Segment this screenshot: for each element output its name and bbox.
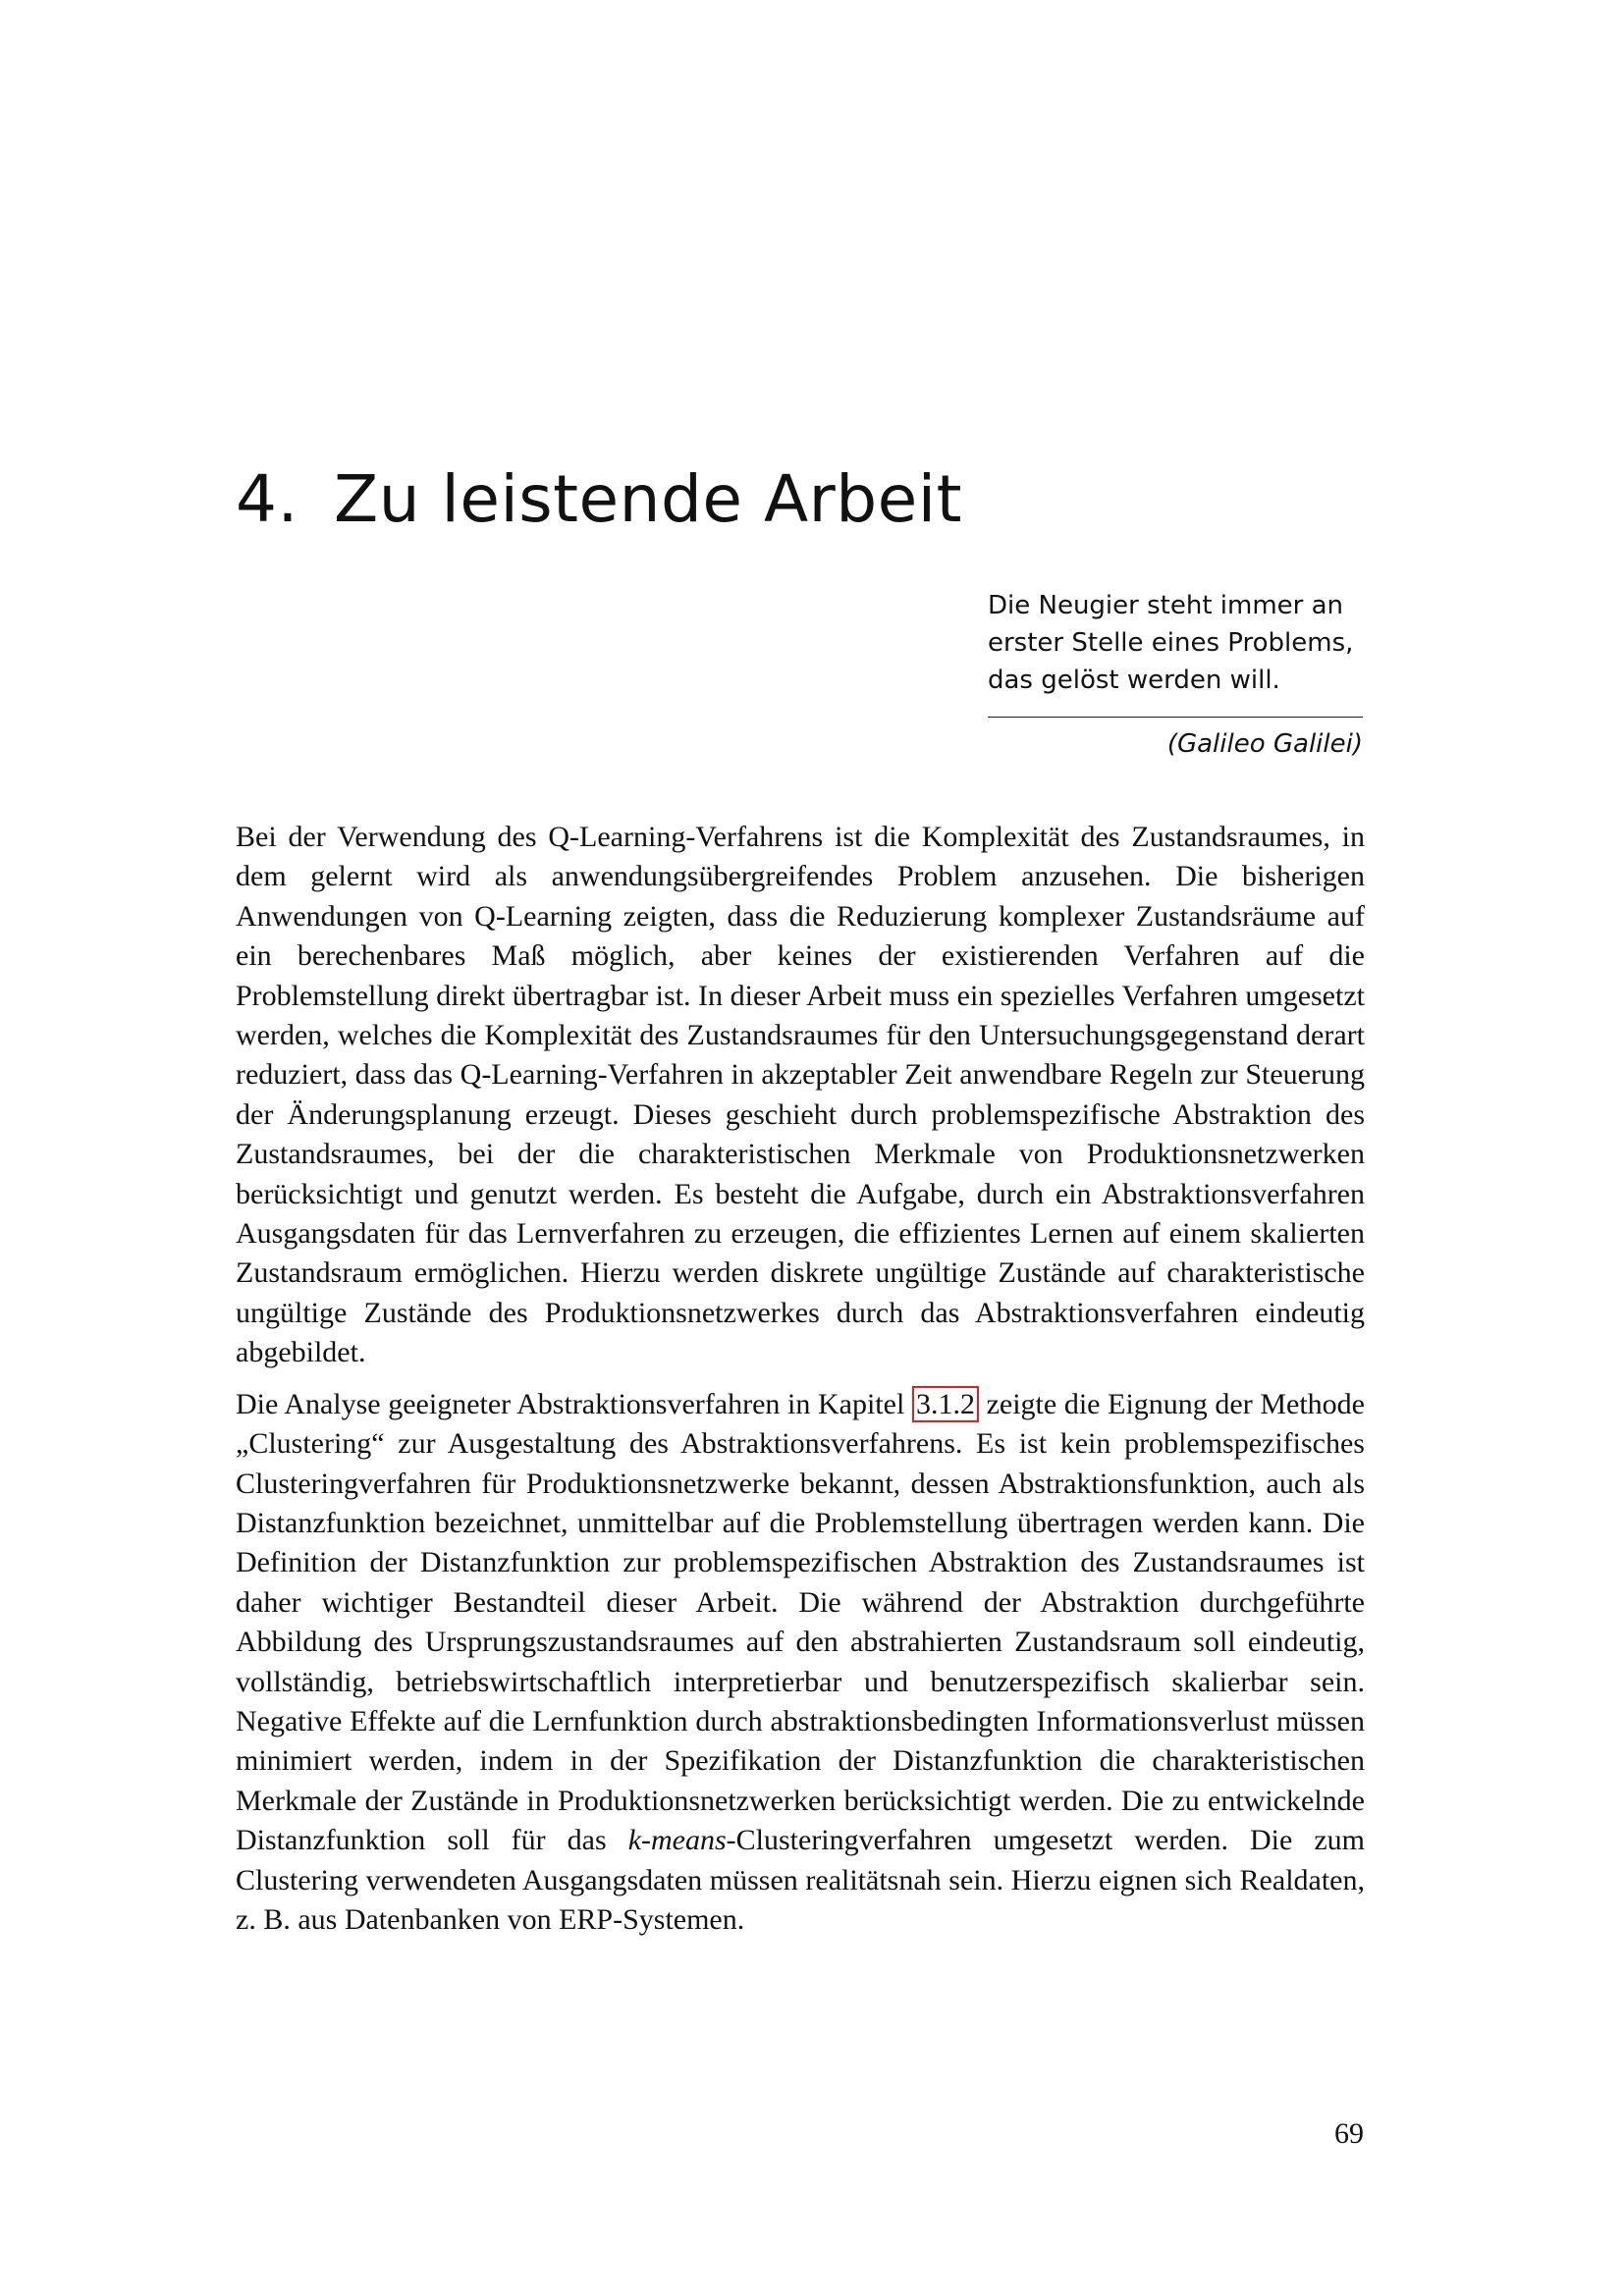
- paragraph-2-text: -Clusteringverfahren umgesetzt werden. Die zum Clustering verwendeten Ausgangsdaten müssen realitätsnah sein. Hierzu eignen sich Realdaten, z. B. aus Datenbanken von ERP-Systemen.: [236, 1824, 1365, 1936]
- chapter-title: Zu leistende Arbeit: [333, 461, 962, 537]
- epigraph-divider: [988, 717, 1363, 718]
- epigraph: [988, 587, 1363, 763]
- epigraph-line: Die Neugier steht immer an: [988, 591, 1344, 620]
- paragraph-2-text: Die Analyse geeigneter Abstraktionsverfahren in Kapitel: [236, 1387, 912, 1420]
- body-text: [236, 818, 1365, 1940]
- page-number: 69: [1334, 2117, 1364, 2150]
- kmeans-term: k-means: [627, 1824, 727, 1857]
- epigraph-line: erster Stelle eines Problems,: [988, 628, 1354, 658]
- paragraph-1: Bei der Verwendung des Q-Learning-Verfahrens ist die Komplexität des Zustandsraumes, in dem gelernt wird als anwendungsübergreifendes Problem anzusehen. Die bisherigen Anwendungen von Q-Learning zeigten, dass die Reduzierung komplexer Zustandsräume auf ein berechenbares Maß möglich, aber keines der existierenden Verfahren auf die Problemstellung direkt übertragbar ist. In dieser Arbeit muss ein spezielles Verfahren umgesetzt werden, welches die Komplexität des Zustandsraumes für den Untersuchungsgegenstand derart reduziert, dass das Q-Learning-Verfahren in akzeptabler Zeit anwendbare Regeln zur Steuerung der Änderungsplanung erzeugt. Dieses geschieht durch problemspezifische Abstraktion des Zustandsraumes, bei der die charakteristischen Merkmale von Produktionsnetzwerken berücksichtigt und genutzt werden. Es besteht die Aufgabe, durch ein Abstraktionsverfahren Ausgangsdaten für das Lernverfahren zu erzeugen, die effizientes Lernen auf einem skalierten Zustandsraum ermöglichen. Hierzu werden diskrete ungültige Zustände auf charakteristische ungültige Zustände des Produktionsnetzwerkes durch das Abstraktionsverfahren eindeutig abgebildet.: [236, 821, 1365, 1369]
- section-reference-link[interactable]: 3.1.2: [912, 1386, 979, 1422]
- chapter-heading: [236, 461, 1365, 537]
- epigraph-line: das gelöst werden will.: [988, 666, 1280, 695]
- chapter-number: 4.: [236, 461, 298, 537]
- paragraph-2-text: zeigte die Eignung der Methode „Clustering“ zur Ausgestaltung des Abstraktionsverfahrens. Es ist kein problemspezifisches Clusteringverfahren für Produktionsnetzwerke bekannt, dessen Abstraktionsfunktion, auch als Distanzfunktion bezeichnet, unmittelbar auf die Problemstellung übertragen werden kann. Die Definition der Distanzfunktion zur problemspezifischen Abstraktion des Zustandsraumes ist daher wichtiger Bestandteil dieser Arbeit. Die während der Abstraktion durchgeführte Abbildung des Ursprungszustandsraumes auf den abstrahierten Zustandsraum soll eindeutig, vollständig, betriebswirtschaftlich interpretierbar und benutzerspezifisch skalierbar sein. Negative Effekte auf die Lernfunktion durch abstraktionsbedingten Informationsverlust müssen minimiert werden, indem in der Spezifikation der Distanzfunktion die charakteristischen Merkmale der Zustände in Produktionsnetzwerken berücksichtigt werden. Die zu entwickelnde Distanzfunktion soll für das: [236, 1387, 1365, 1857]
- paragraph-2: [236, 1385, 1365, 1941]
- epigraph-source: (Galileo Galilei): [1166, 729, 1363, 759]
